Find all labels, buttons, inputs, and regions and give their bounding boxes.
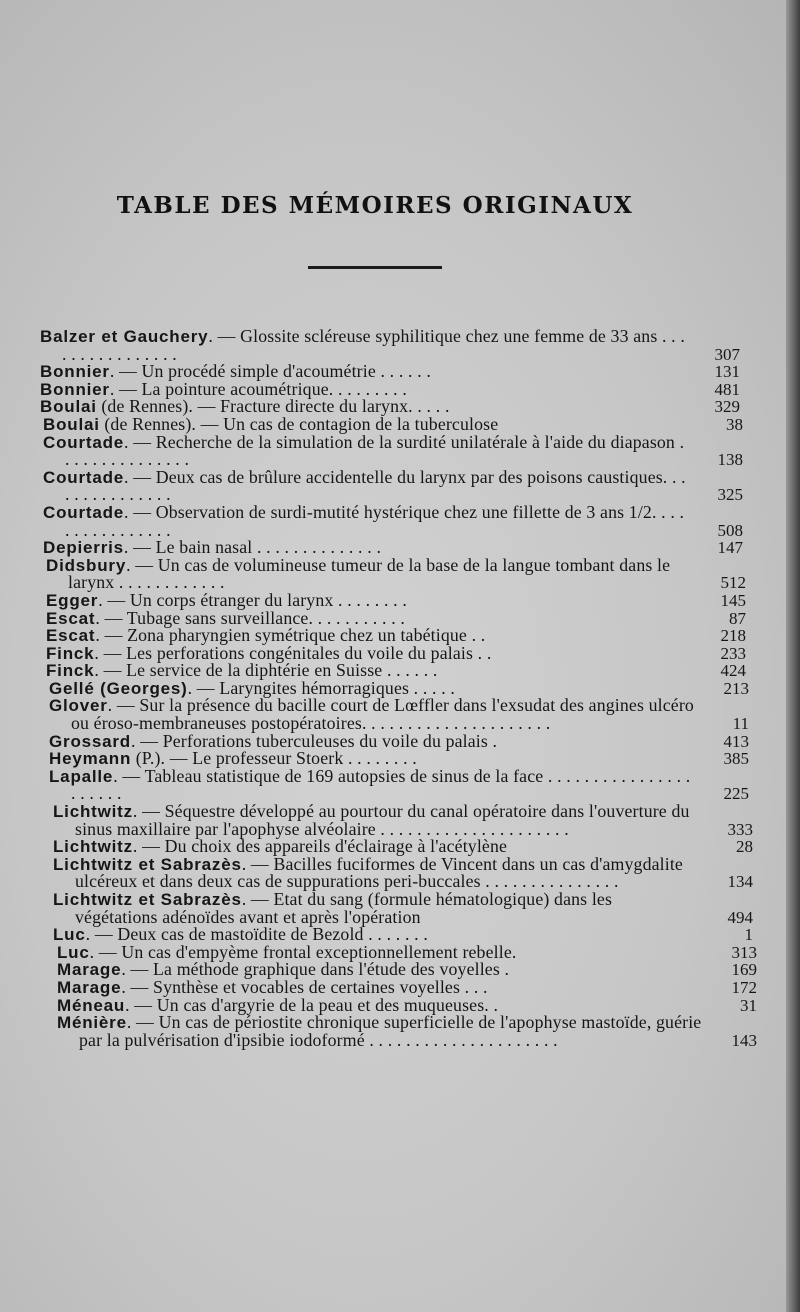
entry-page-number: 512 [720, 573, 746, 593]
entry-title: . — Un cas d'argyrie de la peau et des muqueuses. . [125, 994, 499, 1015]
entry-page-number: 313 [731, 942, 757, 962]
entry-page-number: 413 [723, 731, 749, 751]
toc-entry [57, 1014, 757, 1049]
entry-page-number: 87 [729, 608, 746, 628]
entry-title: . — La pointure acoumétrique. . . . . . . . . [109, 378, 407, 399]
toc-entry [49, 697, 749, 732]
entry-author: Courtade [43, 467, 125, 487]
entry-title: . — Un cas de volumineuse tumeur de la base de la langue tombant dans le larynx . . . . . . . . . . . . [68, 554, 671, 593]
entry-title: . — Recherche de la simulation de la surdité unilatérale à l'aide du diapason . . . . . . . . . . . . . . . [65, 431, 685, 470]
entry-author: Méneau [57, 995, 126, 1015]
entry-page-number: 233 [720, 643, 746, 663]
entry-page-number: 213 [723, 678, 749, 698]
page-title: TABLE DES MÉMOIRES ORIGINAUX [116, 192, 634, 219]
entry-title: (P.). — Le professeur Stoerk . . . . . . . . [131, 748, 417, 769]
entry-description [43, 466, 689, 505]
entry-page-number: 147 [717, 538, 743, 558]
entry-page-number: 1 [744, 925, 753, 945]
entry-description [43, 501, 689, 540]
entry-description [53, 891, 699, 926]
entry-page-number: 218 [720, 626, 746, 646]
entry-author: Courtade [43, 432, 125, 452]
entry-title: . — Perforations tuberculeuses du voile du palais . [131, 730, 498, 751]
toc-entry [40, 328, 740, 363]
entry-author: Finck [46, 661, 95, 681]
entry-author: Glover [49, 696, 108, 716]
toc-entry [53, 891, 753, 926]
entry-page-number: 508 [717, 520, 743, 540]
table-of-contents [40, 326, 757, 1050]
entry-page-number: 333 [727, 819, 753, 839]
entry-page-number: 31 [740, 995, 757, 1015]
entry-title: . — Laryngites hémorragiques . . . . . [187, 677, 456, 698]
entry-page-number: 424 [720, 661, 746, 681]
title-rule [308, 266, 442, 269]
entry-author: Boulai [43, 414, 100, 434]
entry-title: . — Un cas de périostite chronique superficielle de l'apophyse mastoïde, guérie par la pulvérisation d'ipsibie iodoformé . . . . . . . . . . . . . . . . . . . . . [79, 1012, 702, 1050]
entry-page-number: 494 [727, 907, 753, 927]
entry-author: Boulai [40, 397, 97, 417]
page-edge-shadow [786, 0, 800, 1312]
entry-author: Didsbury [46, 555, 127, 575]
entry-page-number: 172 [731, 977, 757, 997]
entry-title: . — Le bain nasal . . . . . . . . . . . . . . [123, 537, 382, 558]
entry-page-number: 329 [714, 397, 740, 417]
toc-entry [53, 853, 753, 892]
entry-author: Courtade [43, 502, 125, 522]
entry-author: Bonnier [40, 362, 110, 382]
entry-author: Luc [57, 942, 90, 962]
entry-page-number: 325 [717, 485, 743, 505]
entry-description [57, 1014, 703, 1049]
entry-page-number: 481 [714, 379, 740, 399]
toc-entry [53, 803, 753, 838]
entry-title: . — Deux cas de mastoïdite de Bezold . . . . . . . [85, 924, 428, 945]
entry-author: Marage [57, 960, 122, 980]
entry-author: Lichtwitz [53, 802, 133, 822]
entry-title: . — Etat du sang (formule hématologique) dans les végétations adénoïdes avant et après l'opération [75, 889, 613, 927]
toc-entry [46, 554, 746, 593]
entry-title: . — Deux cas de brûlure accidentelle du larynx par des poisons caustiques. . . . . . . . . . . . . . . [65, 466, 686, 505]
entry-author: Luc [53, 925, 86, 945]
entry-title: (de Rennes). — Fracture directe du larynx. . . . . [96, 396, 450, 417]
entry-title: . — Bacilles fuciformes de Vincent dans un cas d'amygdalite ulcéreux et dans deux cas de suppurations peri-buccales . . . . . . . . . . . . . . . [75, 853, 683, 892]
entry-page-number: 28 [736, 837, 753, 857]
entry-author: Lichtwitz et Sabrazès [53, 890, 242, 909]
entry-title: . — Un corps étranger du larynx . . . . . . . . [98, 589, 407, 610]
toc-entry [43, 466, 743, 505]
entry-page-number: 225 [723, 784, 749, 804]
toc-entry [49, 765, 749, 804]
entry-title: . — La méthode graphique dans l'étude des voyelles . [121, 959, 510, 980]
entry-page-number: 131 [714, 362, 740, 382]
entry-page-number: 138 [717, 450, 743, 470]
entry-description [40, 328, 686, 363]
entry-title: . — Synthèse et vocables de certaines voyelles . . . [121, 976, 488, 997]
entry-title: . — Observation de surdi-mutité hystérique chez une fillette de 3 ans 1/2. . . . . . . . . . . . . . . . [65, 501, 685, 540]
entry-title: . — Un procédé simple d'acoumétrie . . . . . . [109, 361, 432, 382]
entry-author: Grossard [49, 731, 131, 751]
entry-description [53, 803, 699, 838]
entry-author: Balzer et Gauchery [40, 327, 209, 346]
entry-page-number: 307 [714, 344, 740, 364]
entry-description [53, 853, 699, 892]
entry-page-number: 143 [731, 1030, 757, 1050]
entry-title: (de Rennes). — Un cas de contagion de la tuberculose [99, 413, 499, 434]
entry-title: . — Du choix des appareils d'éclairage à l'acétylène [132, 836, 508, 857]
entry-title: . — Les perforations congénitales du voile du palais . . [94, 642, 492, 663]
entry-author: Lichtwitz et Sabrazès [53, 854, 242, 874]
entry-title: . — Tableau statistique de 169 autopsies de sinus de la face . . . . . . . . . . . . . . . . . . . . . . [71, 765, 691, 804]
entry-title: . — Un cas d'empyème frontal exceptionnellement rebelle. [89, 941, 517, 962]
entry-author: Marage [57, 977, 122, 997]
entry-description [43, 431, 689, 470]
entry-author: Gellé (Georges) [49, 678, 188, 698]
entry-page-number: 169 [731, 960, 757, 980]
entry-author: Bonnier [40, 379, 110, 399]
entry-author: Lapalle [49, 766, 114, 786]
entry-title: . — Zona pharyngien symétrique chez un tabétique . . [95, 625, 486, 646]
entry-title: . — Séquestre développé au pourtour du canal opératoire dans l'ouverture du sinus maxillaire par l'apophyse alvéolaire . . . . . . . . . . . . . . . . . . . . . [75, 801, 690, 839]
entry-author: Finck [46, 643, 95, 663]
entry-page-number: 38 [726, 414, 743, 434]
entry-page-number: 11 [732, 714, 749, 734]
entry-page-number: 385 [723, 749, 749, 769]
entry-page-number: 134 [727, 872, 753, 892]
toc-entry [43, 501, 743, 540]
entry-author: Escat [46, 608, 96, 628]
entry-title: . — Sur la présence du bacille court de Lœffler dans l'exsudat des angines ulcéro ou éroso-membraneuses postopératoires. . . . . . . . . . . . . . . . . . . . . [71, 695, 694, 734]
toc-entry [43, 431, 743, 470]
entry-title: . — Le service de la diphtérie en Suisse . . . . . . [94, 660, 438, 681]
entry-description [49, 697, 695, 732]
entry-author: Egger [46, 590, 99, 610]
entry-author: Heymann [49, 749, 132, 769]
entry-author: Depierris [43, 538, 124, 558]
entry-title: . — Tubage sans surveillance. . . . . . . . . . . [95, 607, 405, 628]
entry-description [49, 765, 695, 804]
entry-author: Lichtwitz [53, 837, 133, 857]
entry-page-number: 145 [720, 590, 746, 610]
entry-author: Escat [46, 626, 96, 646]
entry-author: Ménière [57, 1013, 127, 1033]
entry-description [46, 554, 692, 593]
entry-title: . — Glossite scléreuse syphilitique chez une femme de 33 ans . . . . . . . . . . . . . . . . [62, 326, 685, 364]
